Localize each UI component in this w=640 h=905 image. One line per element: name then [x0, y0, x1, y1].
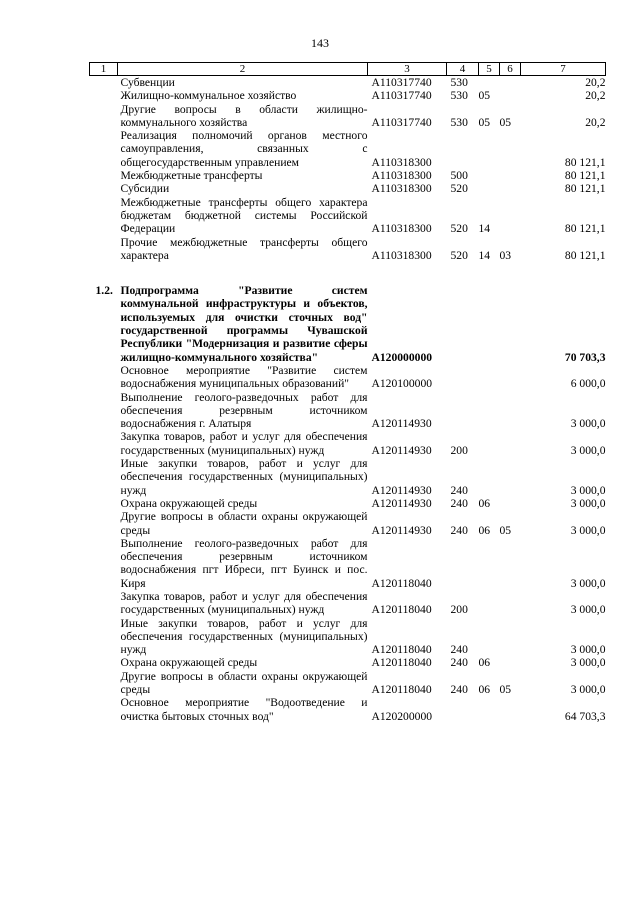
cell-amount: 20,2 [585, 115, 606, 129]
cell-code: А110318300 [371, 169, 432, 183]
cell-k4 [447, 284, 479, 364]
table-row [90, 196, 606, 236]
cell-k4: 500 [450, 169, 468, 183]
cell-amount: 6 000,0 [570, 377, 606, 391]
cell-name: Охрана окружающей среды [120, 656, 258, 670]
cell-k5: 06 [478, 523, 491, 537]
cell-k5 [479, 430, 500, 457]
cell-amount: 80 121,1 [564, 182, 606, 196]
cell-k6: 05 [499, 683, 512, 697]
cell-name: Межбюджетные трансферты общего характера бюджетам бюджетной системы Российской Федерации [120, 195, 368, 236]
cell-name: Подпрограмма "Развитие систем коммунальной инфраструктуры и объектов, используемых для очистки сточных вод" государственной программы Чувашской Республики "Модернизация и развитие сферы жилищно-коммунального хозяйства" [120, 284, 368, 364]
cell-num [90, 236, 118, 263]
cell-name: Реализация полномочий органов местного самоуправления, связанных с общегосударственным управлением [120, 129, 368, 169]
cell-amount: 3 000,0 [570, 656, 606, 670]
column-header: 1 [90, 63, 118, 76]
cell-k5: 06 [478, 683, 491, 697]
table-row [90, 457, 606, 497]
table-row [90, 617, 606, 657]
cell-k4 [447, 364, 479, 391]
cell-k6 [500, 284, 521, 364]
cell-k6 [500, 430, 521, 457]
cell-name: Иные закупки товаров, работ и услуг для обеспечения государственных (муниципальных) нужд [120, 616, 368, 657]
cell-k4: 520 [450, 222, 468, 236]
column-header: 4 [447, 63, 479, 76]
cell-name: Выполнение геолого-разведочных работ для обеспечения резервным источником водоснабжения пгт Ибреси, пгт Буинск и пос. Киря [120, 536, 368, 590]
cell-amount: 3 000,0 [570, 417, 606, 431]
cell-k4: 200 [450, 603, 468, 617]
cell-k6: 03 [499, 248, 512, 262]
cell-amount: 20,2 [585, 76, 606, 89]
cell-k4 [447, 129, 479, 169]
cell-k6 [500, 89, 521, 102]
table-row [90, 76, 606, 90]
cell-k5 [479, 76, 500, 90]
table-row [90, 284, 606, 364]
cell-amount: 80 121,1 [564, 155, 606, 169]
cell-k4: 240 [450, 643, 468, 657]
cell-code: А120114930 [371, 483, 432, 497]
cell-code: А120114930 [371, 417, 432, 431]
cell-code: А120100000 [371, 377, 433, 391]
cell-k5 [479, 284, 500, 364]
cell-k6 [500, 537, 521, 590]
column-header: 6 [500, 63, 521, 76]
cell-k5 [479, 182, 500, 195]
cell-num [90, 537, 118, 590]
table-header [90, 63, 606, 76]
cell-code: А120118040 [371, 603, 432, 617]
table-row [90, 497, 606, 510]
cell-code: А110317740 [371, 115, 432, 129]
cell-num [90, 696, 118, 723]
column-header: 5 [479, 63, 500, 76]
cell-num [90, 457, 118, 497]
cell-name: Жилищно-коммунальное хозяйство [120, 89, 297, 103]
cell-amount: 3 000,0 [570, 443, 606, 457]
cell-num [90, 656, 118, 669]
cell-k6 [500, 696, 521, 723]
table-row [90, 656, 606, 669]
cell-num [90, 670, 118, 697]
cell-code: А110318300 [371, 222, 432, 236]
cell-code: А120118040 [371, 656, 432, 670]
cell-k4: 530 [450, 76, 468, 89]
cell-k6 [500, 497, 521, 510]
table-row [90, 182, 606, 195]
table-row [90, 670, 606, 697]
column-header: 3 [368, 63, 447, 76]
cell-amount: 80 121,1 [564, 248, 606, 262]
cell-num [90, 590, 118, 617]
cell-k6 [500, 169, 521, 182]
cell-name: Другие вопросы в области охраны окружающей среды [120, 510, 368, 537]
cell-num [90, 129, 118, 169]
cell-k5 [479, 617, 500, 657]
table-row [90, 129, 606, 169]
cell-amount: 80 121,1 [564, 169, 606, 183]
table-row [90, 590, 606, 617]
cell-name: Субвенции [120, 76, 175, 89]
table-row [90, 89, 606, 102]
cell-k6 [500, 182, 521, 195]
cell-amount: 3 000,0 [570, 683, 606, 697]
cell-k6: 05 [499, 523, 512, 537]
cell-amount: 64 703,3 [564, 709, 606, 723]
cell-amount: 3 000,0 [570, 523, 606, 537]
cell-name: Закупка товаров, работ и услуг для обеспечения государственных (муниципальных) нужд [120, 430, 368, 457]
cell-num: 1.2. [95, 284, 113, 298]
cell-k4: 240 [450, 656, 468, 670]
cell-k5 [479, 169, 500, 182]
page-number: 143 [311, 36, 329, 50]
table-row [90, 391, 606, 431]
cell-name: Основное мероприятие "Развитие систем водоснабжения муниципальных образований" [120, 363, 368, 391]
cell-name: Выполнение геолого-разведочных работ для обеспечения резервным источником водоснабжения г. Алатыря [120, 390, 368, 431]
cell-k5 [479, 457, 500, 497]
cell-k6 [500, 391, 521, 431]
cell-code: А120114930 [371, 523, 432, 537]
cell-amount: 80 121,1 [564, 222, 606, 236]
cell-k6 [500, 196, 521, 236]
cell-k6 [500, 656, 521, 669]
cell-num [90, 76, 118, 90]
cell-code: А120114930 [371, 496, 432, 510]
cell-amount: 3 000,0 [570, 496, 606, 510]
cell-code: А120118040 [371, 683, 432, 697]
cell-name: Основное мероприятие "Водоотведение и очистка бытовых сточных вод" [120, 696, 368, 723]
cell-k4 [447, 696, 479, 723]
cell-num [90, 182, 118, 195]
cell-k5 [479, 590, 500, 617]
column-header: 2 [118, 63, 368, 76]
cell-k5 [479, 537, 500, 590]
cell-k6 [500, 617, 521, 657]
cell-k5: 05 [478, 115, 491, 129]
cell-amount: 3 000,0 [570, 483, 606, 497]
table-row [90, 364, 606, 391]
cell-code: А120118040 [371, 576, 432, 590]
cell-k5: 14 [478, 222, 491, 236]
cell-code: А120000000 [371, 350, 433, 364]
cell-code: А110317740 [371, 76, 432, 89]
cell-name: Другие вопросы в области жилищно-коммунального хозяйства [120, 102, 368, 129]
cell-name: Межбюджетные трансферты [120, 169, 263, 183]
table-row [90, 169, 606, 182]
cell-code: А120200000 [371, 709, 433, 723]
cell-k4 [447, 391, 479, 431]
cell-k5 [479, 364, 500, 391]
cell-code: А120114930 [371, 443, 432, 457]
cell-num [90, 196, 118, 236]
cell-name: Другие вопросы в области охраны окружающей среды [120, 669, 368, 697]
cell-k4: 240 [450, 523, 468, 537]
cell-k4: 520 [450, 182, 468, 196]
cell-amount: 20,2 [585, 89, 606, 103]
table-row [90, 103, 606, 130]
cell-k5 [479, 391, 500, 431]
cell-name: Прочие межбюджетные трансферты общего характера [120, 235, 368, 262]
cell-k6: 05 [499, 115, 512, 129]
cell-k4: 530 [450, 115, 468, 129]
spacer-cell [90, 262, 606, 284]
cell-num [90, 391, 118, 431]
cell-amount: 3 000,0 [570, 643, 606, 657]
cell-k4: 240 [450, 496, 468, 510]
cell-k4: 240 [450, 483, 468, 497]
cell-num [90, 169, 118, 182]
table-row [90, 236, 606, 263]
cell-amount: 70 703,3 [564, 350, 606, 364]
cell-num [90, 617, 118, 657]
cell-code: А110318300 [371, 248, 432, 262]
cell-num [90, 510, 118, 537]
spacer-row [90, 262, 606, 284]
cell-num [90, 364, 118, 391]
table-row [90, 537, 606, 590]
cell-k6 [500, 129, 521, 169]
cell-amount: 3 000,0 [570, 603, 606, 617]
table-body [90, 76, 606, 723]
cell-k5 [479, 696, 500, 723]
cell-k5: 14 [478, 248, 491, 262]
cell-num [90, 430, 118, 457]
column-header: 7 [521, 63, 606, 76]
table-row [90, 430, 606, 457]
cell-code: А110318300 [371, 182, 432, 196]
table-row [90, 696, 606, 723]
cell-k5 [479, 129, 500, 169]
cell-k6 [500, 364, 521, 391]
cell-k4: 520 [450, 248, 468, 262]
cell-k6 [500, 76, 521, 90]
cell-k6 [500, 457, 521, 497]
cell-num [90, 89, 118, 102]
cell-name: Субсидии [120, 182, 170, 196]
cell-num [90, 103, 118, 130]
cell-code: А120118040 [371, 643, 432, 657]
cell-amount: 3 000,0 [570, 576, 606, 590]
cell-k5: 06 [478, 496, 491, 510]
cell-k4: 530 [450, 89, 468, 103]
cell-name: Иные закупки товаров, работ и услуг для обеспечения государственных (муниципальных) нужд [120, 457, 368, 497]
cell-k5: 05 [478, 89, 491, 103]
cell-k4 [447, 537, 479, 590]
cell-k5: 06 [478, 656, 491, 670]
cell-code: А110317740 [371, 89, 432, 103]
cell-k4: 200 [450, 443, 468, 457]
cell-name: Охрана окружающей среды [120, 496, 258, 510]
cell-name: Закупка товаров, работ и услуг для обеспечения государственных (муниципальных) нужд [120, 589, 368, 617]
column-number-row [90, 63, 606, 76]
table-row [90, 510, 606, 537]
cell-k6 [500, 590, 521, 617]
cell-k4: 240 [450, 683, 468, 697]
budget-table [89, 62, 606, 723]
cell-code: А110318300 [371, 155, 432, 169]
cell-num [90, 497, 118, 510]
